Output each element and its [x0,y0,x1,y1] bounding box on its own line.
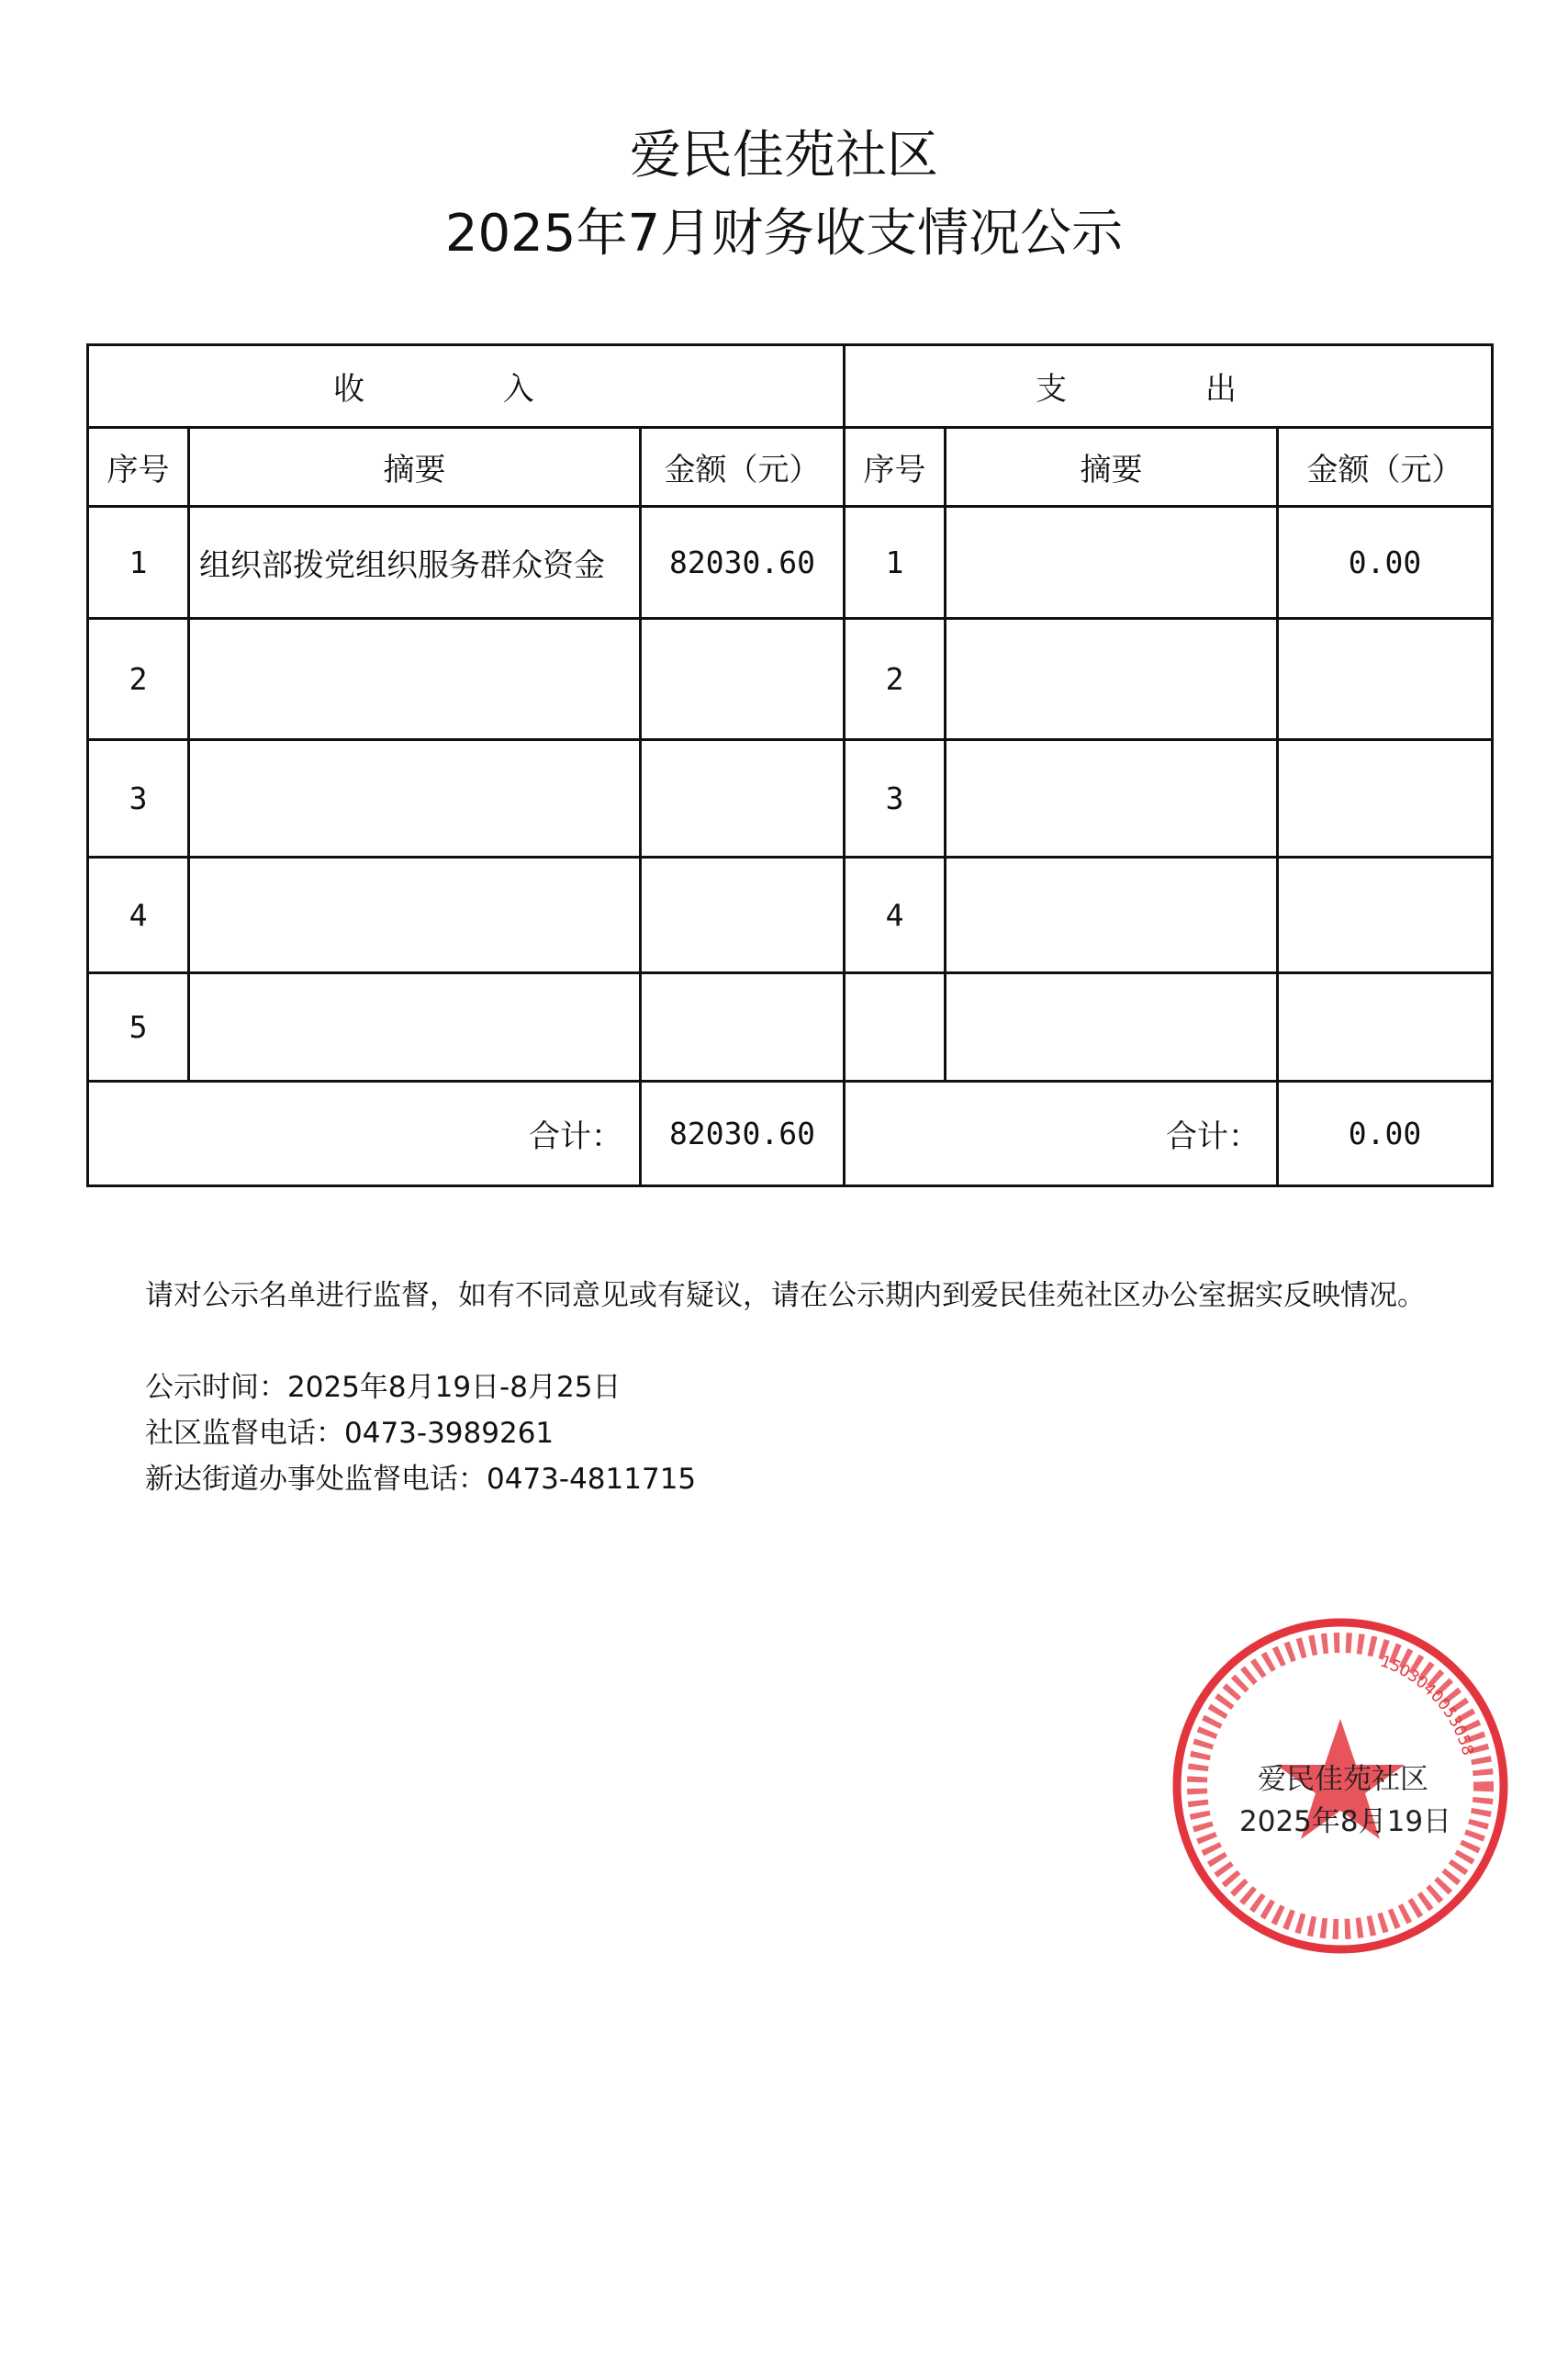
signature-date: 2025年8月19日 [1239,1805,1452,1838]
expense-row-no: 1 [845,507,946,619]
income-total: 82030.60 [641,1082,845,1186]
finance-table [86,343,1494,1187]
expense-row-amount [1278,740,1493,858]
expense-col-summary: 摘要 [946,428,1278,507]
signature-name: 爱民佳苑社区 [1258,1763,1428,1796]
community-phone: 社区监督电话：0473-3989261 [145,1417,554,1450]
expense-row-summary [946,507,1278,619]
income-col-no: 序号 [88,428,189,507]
income-row-amount [641,619,845,740]
income-col-amount: 金额（元） [641,428,845,507]
income-row-summary [189,619,641,740]
document-title: 爱民佳苑社区 [630,126,938,185]
expense-total: 0.00 [1278,1082,1493,1186]
expense-col-no: 序号 [845,428,946,507]
income-row-amount: 82030.60 [641,507,845,619]
publicity-period: 公示时间：2025年8月19日-8月25日 [145,1371,622,1404]
expense-row-summary [946,619,1278,740]
street-office-phone: 新达街道办事处监督电话：0473-4811715 [145,1463,697,1496]
table-row [88,858,1493,973]
expense-row-no: 3 [845,740,946,858]
expense-row-no [845,973,946,1082]
income-row-no: 3 [88,740,189,858]
expense-row-amount: 0.00 [1278,507,1493,619]
income-total-label: 合计： [88,1082,641,1186]
income-row-no: 2 [88,619,189,740]
expense-section-header: 支 出 [845,345,1493,428]
expense-row-amount [1278,973,1493,1082]
expense-row-summary [946,740,1278,858]
income-row-amount [641,973,845,1082]
document-subtitle: 2025年7月财务收支情况公示 [444,204,1124,264]
income-row-no: 5 [88,973,189,1082]
income-col-summary: 摘要 [189,428,641,507]
income-row-summary [189,973,641,1082]
supervision-note: 请对公示名单进行监督，如有不同意见或有疑议，请在公示期内到爱民佳苑社区办公室据实反映情况。 [145,1279,1426,1312]
table-row [88,507,1493,619]
income-row-summary [189,740,641,858]
expense-row-summary [946,858,1278,973]
table-row [88,973,1493,1082]
expense-row-no: 2 [845,619,946,740]
expense-row-no: 4 [845,858,946,973]
expense-col-amount: 金额（元） [1278,428,1493,507]
expense-total-label: 合计： [845,1082,1278,1186]
expense-row-amount [1278,858,1493,973]
income-row-no: 1 [88,507,189,619]
expense-row-amount [1278,619,1493,740]
income-row-amount [641,740,845,858]
income-row-no: 4 [88,858,189,973]
income-row-amount [641,858,845,973]
table-row [88,619,1493,740]
expense-row-summary [946,973,1278,1082]
income-section-header: 收 入 [88,345,845,428]
seal-code: 1503040053058 [1377,1652,1477,1758]
income-row-summary [189,858,641,973]
table-row [88,740,1493,858]
total-row [88,1082,1493,1186]
income-row-summary: 组织部拨党组织服务群众资金 [189,507,641,619]
